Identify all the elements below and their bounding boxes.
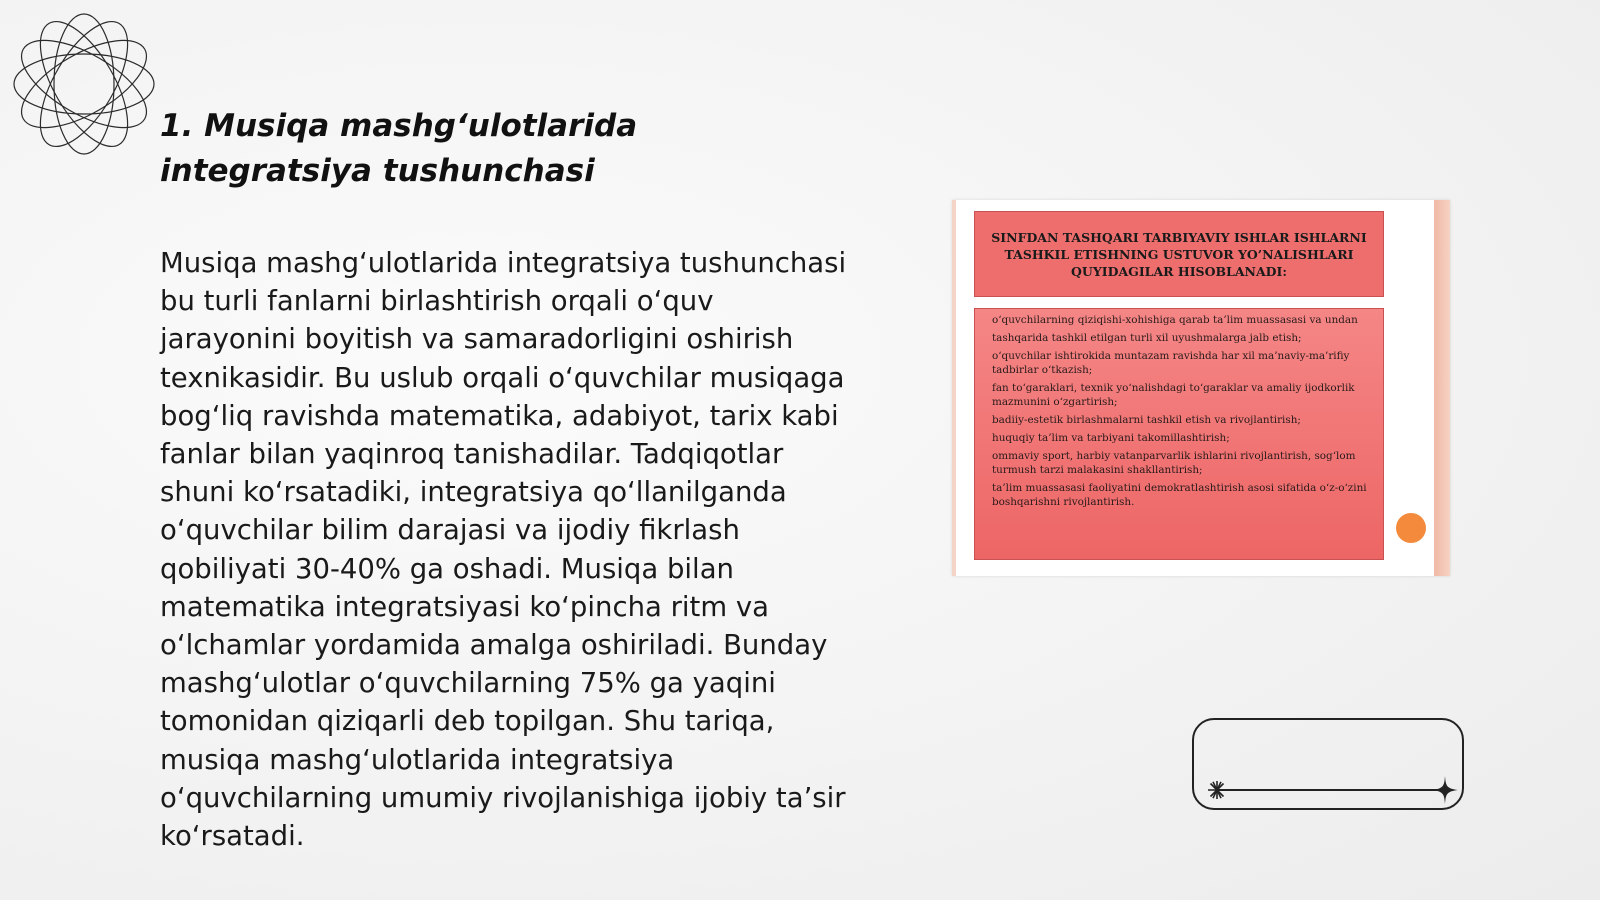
card-right-accent-bar [1434,200,1450,576]
geometric-flower-icon [8,8,160,160]
card-list [992,313,1375,509]
slide-title-line-2: integratsiya tushunchasi [160,153,595,189]
list-item: o‘quvchilarning qiziqishi-xohishiga qarab ta’lim muassasasi va undan [992,314,1358,326]
decorative-line-box [1192,718,1464,810]
list-item: fan to‘garaklari, texnik yo‘nalishdagi to‘garaklar va amaliy ijodkorlik mazmunini o‘zgartirish; [992,382,1355,408]
slide-title [160,104,720,194]
decorative-line [1218,789,1444,791]
card-header-box [974,211,1384,297]
list-item: ommaviy sport, harbiy vatanparvarlik ishlarini rivojlantirish, sog‘lom turmush tarzi malakasini shakllantirish; [992,450,1356,476]
card-header-text: SINFDAN TASHQARI TARBIYAVIY ISHLAR ISHLARNI TASHKIL ETISHNING USTUVOR YO’NALISHLARI QUYIDAGILAR HISOBLANADI: [991,229,1367,279]
list-item: badiiy-estetik birlashmalarni tashkil etish va rivojlantirish; [992,414,1301,426]
body-paragraph: Musiqa mashg‘ulotlarida integratsiya tushunchasi bu turli fanlarni birlashtirish orqali o‘quv jarayonini boyitish va samaradorligini oshirish texnikasidir. Bu uslub orqali o‘quvchilar musiqaga bog‘liq ravishda matematika, adabiyot, tarix kabi fanlar bilan yaqinroq tanishadilar. Tadqiqotlar shuni ko‘rsatadiki, integratsiya qo‘llanilganda o‘quvchilar bilim darajasi va ijodiy fikrlash qobiliyati 30-40% ga oshadi. Musiqa bilan matematika integratsiyasi ko‘pincha ritm va o‘lchamlar yordamida amalga oshiriladi. Bunday mashg‘ulotlar o‘quvchilarning 75% ga yaqini tomonidan qiziqarli deb topilgan. Shu tariqa, musiqa mashg‘ulotlarida integratsiya o‘quvchilarning umumiy rivojlanishiga ijobiy ta’sir ko‘rsatadi. [160,247,847,853]
sparkle-icon [1432,776,1458,804]
card-left-accent-bar [952,200,956,576]
card-list-box [974,308,1384,560]
list-item: tashqarida tashkil etilgan turli xil uyushmalarga jalb etish; [992,332,1302,344]
list-item: huquqiy ta’lim va tarbiyani takomillashtirish; [992,432,1230,444]
list-item: ta’lim muassasasi faoliyatini demokratlashtirish asosi sifatida o‘z-o‘zini boshqarishni rivojlantirish. [992,482,1367,508]
list-item: o‘quvchilar ishtirokida muntazam ravishda har xil ma’naviy-ma’rifiy tadbirlar o‘tkazish; [992,350,1350,376]
orange-dot [1396,513,1426,543]
slide-title-line-1: 1. Musiqa mashg‘ulotlarida [160,108,638,144]
embedded-slide-image [952,200,1450,576]
